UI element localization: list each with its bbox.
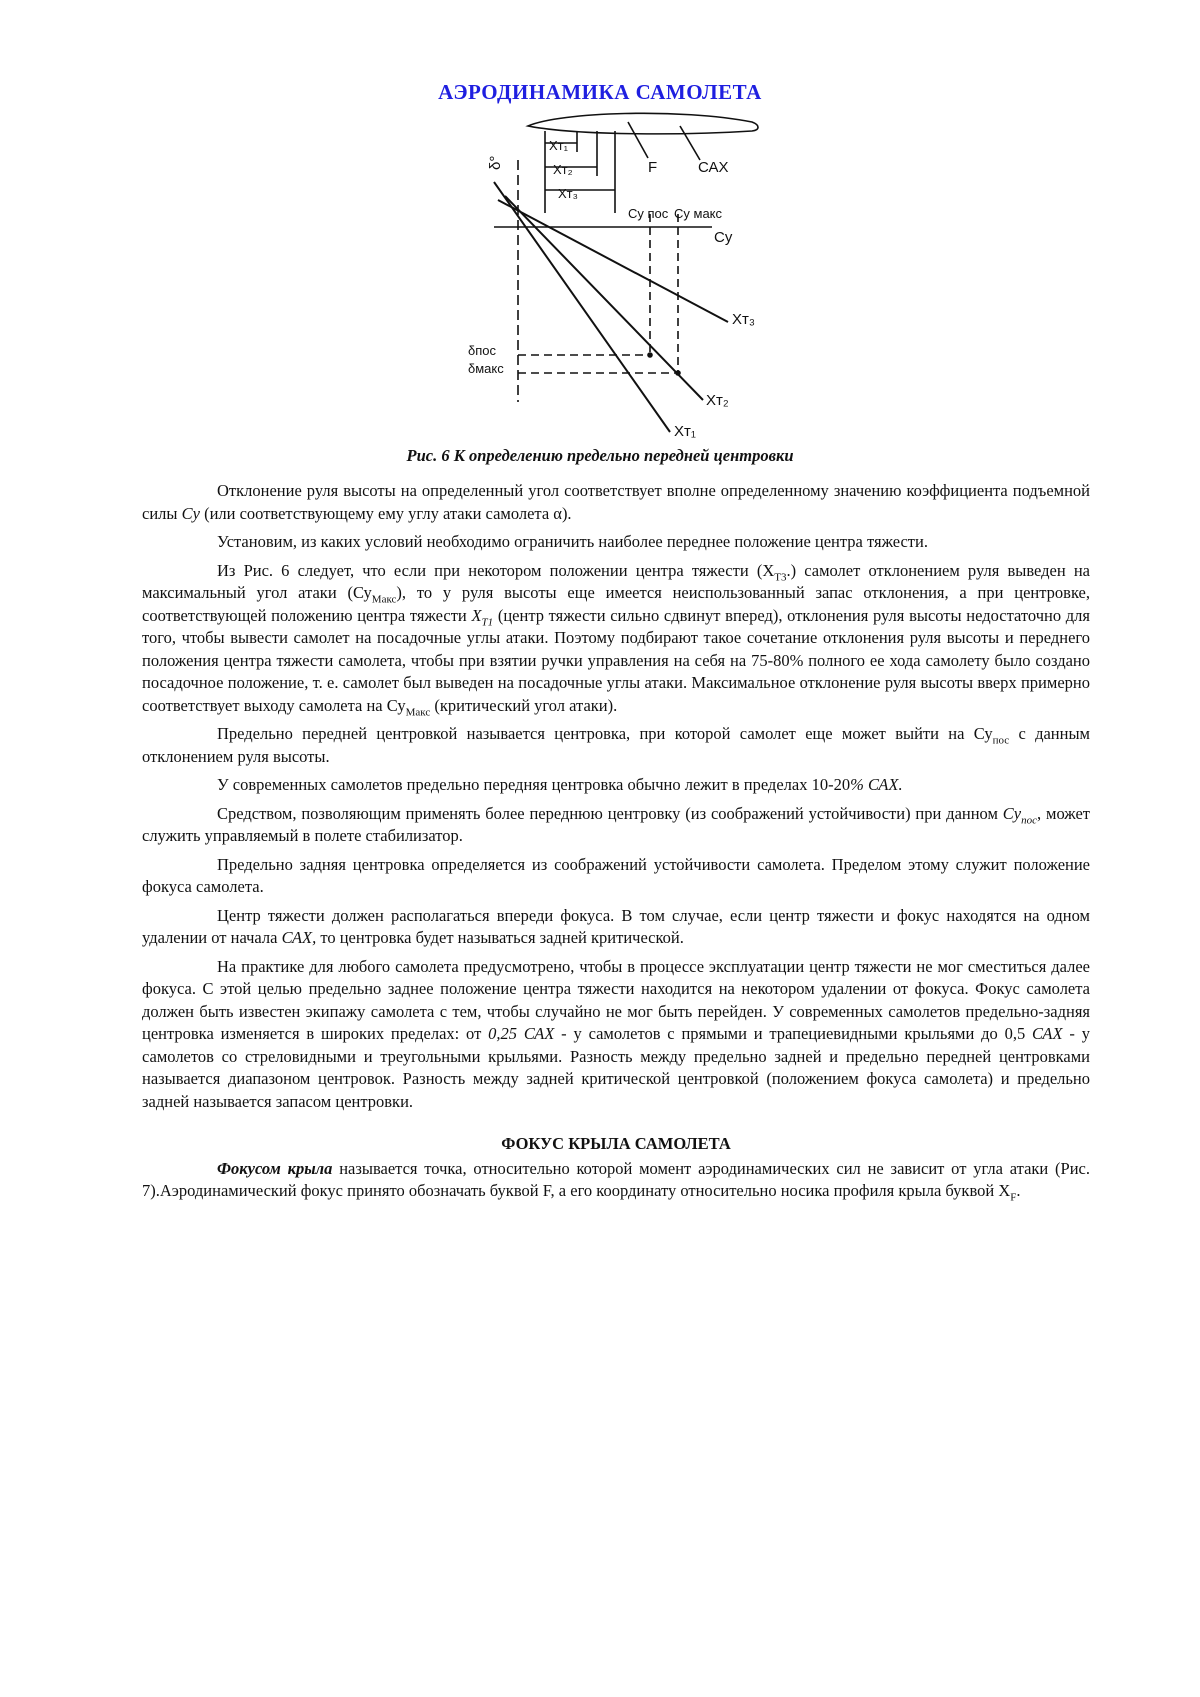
label-xt1-line: Xт₁ (674, 423, 696, 440)
label-xt3-line: Xт₃ (732, 311, 755, 328)
body-text (142, 480, 1090, 1209)
paragraph: На практике для любого самолета предусмотрено, чтобы в процессе эксплуатации центр тяжести не мог сместиться далее фокуса. С этой целью предельно заднее положение центра тяжести находится на некотором удалении от фокуса. Фокус самолета должен быть известен экипажу самолета с тем, чтобы случайно не мог быть перейден. У современных самолетов предельно-задняя центровка изменяется в широких пределах: от 0,25 САХ - у самолетов с прямыми и трапециевидными крыльями до 0,5 САХ - у самолетов со стреловидными и треугольными крыльями. Разность между предельно задней и предельно передней центровками называется диапазоном центровок. Разность между задней критической центровкой (положением фокуса самолета) и предельно задней называется запасом центровки. (142, 956, 1090, 1111)
paragraph: Фокусом крыла называется точка, относительно которой момент аэродинамических сил не зависит от угла атаки (Рис. 7).Аэродинамический фокус принято обозначать буквой F, а его координату относительно носика профиля крыла буквой $Х_F$. (142, 1158, 1090, 1204)
paragraph: Средством, позволяющим применять более переднюю центровку (из соображений устойчивости) при данном $Су_{пос}$, может служить управляемый в полете стабилизатор. (142, 803, 1091, 845)
paragraph: Отклонение руля высоты на определенный угол соответствует вполне определенному значению коэффициента подъемной силы Су (или соответствующему ему углу атаки самолета α). (142, 481, 1090, 523)
figure-caption: Рис. 6 К определению предельно передней центровки (406, 446, 794, 465)
section-heading: ФОКУС КРЫЛА САМОЛЕТА (501, 1134, 731, 1153)
label-xt2-line: Xт₂ (706, 392, 729, 409)
label-xt2-top: Xт₂ (553, 162, 573, 177)
paragraph: Предельно передней центровкой называется центровка, при которой самолет еще может выйти на $Су_{пос}$ с данным отклонением руля высоты. (142, 724, 1090, 766)
wing-profile (528, 113, 758, 134)
label-xt3-top: Xт₃ (558, 186, 578, 201)
paragraph: Из Рис. 6 следует, что если при некотором положении центра тяжести $(Х_{Т3}.)$ самолет отклонением руля выведен на максимальный угол атаки $(Су_{Макс})$, то у руля высоты еще имеется неиспользованный запас отклонения, а при центровке, соответствующей положению центра тяжести $Х_{Т1}$ (центр тяжести сильно сдвинут вперед), отклонения руля высоты недостаточно для того, чтобы вывести самолет на посадочные углы атаки. Поэтому подбирают такое сочетание отклонения руля высоты и переднего положения центра тяжести самолета, чтобы при взятии ручки управления на себя на 75-80% полного ее хода самолету было создано посадочное положение, т. е. самолет был выведен на посадочные углы атаки. Максимальное отклонение руля высоты вверх примерно соответствует выходу самолета на $Су_{Макс}$ (критический угол атаки). (142, 560, 1090, 718)
label-focus: F (648, 159, 658, 176)
paragraph: Установим, из каких условий необходимо ограничить наиболее переднее положение центра тяжести. (217, 532, 928, 551)
paragraph: Предельно задняя центровка определяется из соображений устойчивости самолета. Пределом этому служит положение фокуса самолета. (142, 854, 1090, 896)
paragraph: Центр тяжести должен располагаться впереди фокуса. В том случае, если центр тяжести и фокус находятся на одном удалении от начала САХ, то центровка будет называться задней критической. (142, 905, 1090, 947)
label-cy-pos: Cу пос (628, 206, 669, 221)
centering-diagram (0, 0, 1200, 440)
paragraph: У современных самолетов предельно передняя центровка обычно лежит в пределах 10-20% САХ. (217, 775, 903, 794)
label-delta-max: δмакс (468, 361, 504, 376)
label-cy-axis: Cу (714, 229, 733, 246)
label-delta-axis: δ° (487, 155, 504, 170)
label-xt1-top: Xт₁ (549, 138, 569, 153)
label-cy-max: Cу макс (674, 206, 723, 221)
label-delta-pos: δпос (468, 343, 497, 358)
label-cax: САХ (698, 159, 729, 176)
page-title: АЭРОДИНАМИКА САМОЛЕТА (438, 80, 762, 104)
